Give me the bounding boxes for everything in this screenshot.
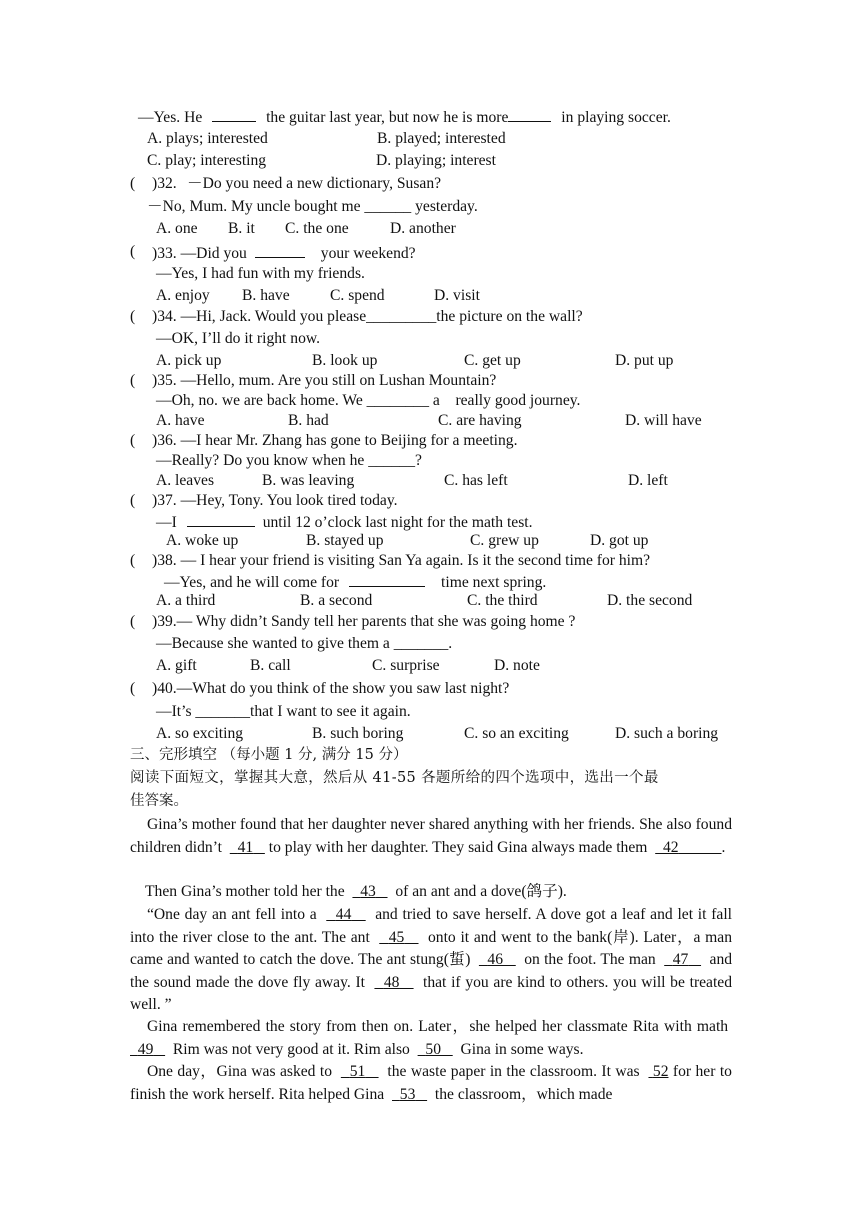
q31-option-b: B. played; interested <box>377 130 506 147</box>
q38-option-b: B. a second <box>300 592 373 609</box>
blank-47 <box>664 951 701 968</box>
q40-paren: ( <box>130 680 136 697</box>
q37-response <box>156 511 533 533</box>
q40-response: —It’s _______that I want to see it again. <box>156 703 411 720</box>
passage-text: of an ant and a dove(鸽子). <box>395 883 567 900</box>
blank-42 <box>655 839 721 856</box>
q32-option-c: C. the one <box>285 220 349 237</box>
blank-number: 48 <box>383 973 400 991</box>
q38-stem: )38. — I hear your friend is visiting San Ya again. Is it the second time for him? <box>152 552 651 569</box>
q35-paren: ( <box>130 372 136 389</box>
passage-text: that if you are kind to others. you will be treated well. ” <box>130 973 733 1014</box>
q35-stem: )35. —Hello, mum. Are you still on Lushan Mountain? <box>152 372 497 389</box>
q35-response-part: —Oh, no. we are back home. We ________ a <box>156 392 440 409</box>
q35-option-d: D. will have <box>625 412 702 429</box>
passage-text: the classroom，which made <box>434 1085 613 1103</box>
q31-option-a: A. plays; interested <box>147 130 268 147</box>
passage-text: Gina remembered the story from then on. Later，she helped her classmate Rita with math <box>147 1018 729 1035</box>
blank-number: 50 <box>425 1040 441 1058</box>
q35-option-c: C. are having <box>438 412 522 429</box>
section-instructions-line1: 阅读下面短文，掌握其大意，然后从 41-55 各题所给的四个选项中，选出一个最 <box>130 770 659 786</box>
blank-number: 44 <box>335 906 352 923</box>
q32-stem: －Do you need a new dictionary, Susan? <box>187 175 442 192</box>
q38-response-part: time next spring. <box>441 574 547 591</box>
q39-option-a: A. gift <box>156 657 197 674</box>
q36-option-a: A. leaves <box>156 472 215 489</box>
passage-paragraph-3 <box>130 904 732 1017</box>
q37-option-a: A. woke up <box>166 532 239 549</box>
q37-response-part: —I <box>156 514 177 531</box>
passage-text: “One day an ant fell into a <box>147 906 317 923</box>
q31-option-d: D. playing; interest <box>376 152 496 169</box>
q34-option-d: D. put up <box>615 352 674 369</box>
blank-number: 41 <box>237 838 254 856</box>
q39-option-b: B. call <box>250 657 291 674</box>
passage-text: onto it and went to the bank(岸). Later，a man came and wanted to catch the dove. The ant stung(蜇) <box>130 928 733 969</box>
passage-text: Then Gina’s mother told her the <box>145 883 345 900</box>
passage-text: Gina in some ways. <box>460 1040 584 1058</box>
passage-text: and tried to save herself. A dove got a leaf and let it fall into the river close to the ant. The ant <box>130 906 733 946</box>
answer-blank <box>349 571 425 587</box>
q32-option-a: A. one <box>156 220 198 237</box>
q32-option-d: D. another <box>390 220 456 237</box>
blank-number: 47 <box>672 951 689 969</box>
q36-response: —Really? Do you know when he ______? <box>156 452 422 469</box>
blank-53 <box>392 1086 427 1103</box>
blank-number: 53 <box>399 1085 416 1103</box>
q37-option-b: B. stayed up <box>306 532 384 549</box>
passage-text: to play with her daughter. They said Gina always made them <box>268 838 648 856</box>
q33-stem-part: your weekend? <box>320 245 416 262</box>
q31-option-c: C. play; interesting <box>147 152 267 169</box>
q33-option-d: D. visit <box>434 287 480 304</box>
passage-paragraph-1 <box>130 814 732 859</box>
q36-stem: )36. —I hear Mr. Zhang has gone to Beijing for a meeting. <box>152 432 518 449</box>
q39-paren: ( <box>130 613 136 630</box>
q33-response: —Yes, I had fun with my friends. <box>156 265 365 282</box>
q37-paren: ( <box>130 492 136 509</box>
q40-stem: )40.—What do you think of the show you saw last night? <box>152 680 510 697</box>
blank-51 <box>341 1063 379 1080</box>
q40-option-b: B. such boring <box>312 725 404 742</box>
passage-text: One day，Gina was asked to <box>147 1063 333 1080</box>
q38-paren: ( <box>130 552 136 569</box>
blank-45 <box>379 929 418 946</box>
q34-option-c: C. get up <box>464 352 521 369</box>
blank-number: 46 <box>487 951 503 969</box>
q31-stem-part: —Yes. He <box>138 109 203 126</box>
blank-48 <box>374 974 413 991</box>
blank-number: 42 <box>663 838 679 856</box>
q32-paren: ( <box>130 175 136 192</box>
q39-stem: )39.— Why didn’t Sandy tell her parents that she was going home ? <box>152 613 576 630</box>
q34-paren: ( <box>130 308 136 325</box>
blank-46 <box>479 951 516 968</box>
q37-response-part: until 12 o’clock last night for the math test. <box>262 514 533 531</box>
blank-43 <box>352 883 387 900</box>
q39-option-c: C. surprise <box>372 657 440 674</box>
q31-stem-part: the guitar last year, but now he is more <box>266 109 509 126</box>
q38-response-part: —Yes, and he will come for <box>164 574 340 591</box>
q36-option-c: C. has left <box>444 472 508 489</box>
q33-option-c: C. spend <box>330 287 385 304</box>
q38-response <box>164 571 546 593</box>
blank-number: 51 <box>349 1063 366 1080</box>
blank-52 <box>648 1063 668 1080</box>
answer-blank <box>508 106 551 122</box>
q33-option-a: A. enjoy <box>156 287 210 304</box>
blank-49 <box>130 1041 165 1058</box>
q35-option-a: A. have <box>156 412 205 429</box>
passage-text: for her to finish the work herself. Rita helped Gina <box>130 1063 732 1103</box>
section-instructions-line2: 佳答案。 <box>130 793 188 809</box>
q33-paren: ( <box>130 243 136 260</box>
q35-response <box>156 391 580 411</box>
answer-blank <box>187 511 255 527</box>
blank-number: 45 <box>388 928 405 946</box>
q32-option-b: B. it <box>228 220 255 237</box>
q34-option-b: B. look up <box>312 352 378 369</box>
q40-option-c: C. so an exciting <box>464 725 569 742</box>
q36-option-d: D. left <box>628 472 668 489</box>
q31-stem-part: in playing soccer. <box>561 109 671 126</box>
passage-text: the waste paper in the classroom. It was <box>387 1063 640 1080</box>
q36-option-b: B. was leaving <box>262 472 355 489</box>
q40-option-d: D. such a boring <box>615 725 719 742</box>
q31-stem <box>138 106 671 128</box>
passage-paragraph-2 <box>130 881 732 904</box>
q33-stem <box>152 242 416 264</box>
q39-option-d: D. note <box>494 657 540 674</box>
blank-number: 52 <box>652 1063 669 1080</box>
passage-text: on the foot. The man <box>524 951 656 969</box>
blank-44 <box>326 906 365 923</box>
q37-option-c: C. grew up <box>470 532 539 549</box>
blank-41 <box>230 839 265 856</box>
passage-text: Rim was not very good at it. Rim also <box>172 1040 410 1058</box>
q38-option-d: D. the second <box>607 592 693 609</box>
passage-paragraph-5 <box>130 1061 732 1106</box>
section-heading: 三、完形填空 （每小题 1 分, 满分 15 分） <box>130 747 408 763</box>
passage-text: and the sound made the dove fly away. It <box>130 951 733 991</box>
q33-option-b: B. have <box>242 287 290 304</box>
q32-response: －No, Mum. My uncle bought me ______ yesterday. <box>147 198 478 215</box>
q34-response: —OK, I’ll do it right now. <box>156 330 321 347</box>
passage-text: . <box>721 838 726 856</box>
q38-option-a: A. a third <box>156 592 216 609</box>
blank-number: 49 <box>137 1040 154 1058</box>
answer-blank <box>255 242 305 258</box>
q38-option-c: C. the third <box>467 592 538 609</box>
answer-blank <box>212 106 256 122</box>
q35-option-b: B. had <box>288 412 329 429</box>
q39-response: —Because she wanted to give them a _______. <box>156 635 453 652</box>
q37-stem: )37. —Hey, Tony. You look tired today. <box>152 492 398 509</box>
q34-stem: )34. —Hi, Jack. Would you please_________the picture on the wall? <box>152 308 583 325</box>
passage-text: Gina’s mother found that her daughter never shared anything with her friends. She also found children didn’t <box>130 816 732 856</box>
q33-stem-part: )33. —Did you <box>152 245 247 262</box>
q36-paren: ( <box>130 432 136 449</box>
q37-option-d: D. got up <box>590 532 649 549</box>
blank-50 <box>418 1041 453 1058</box>
q34-option-a: A. pick up <box>156 352 222 369</box>
q35-response-part: really good journey. <box>455 392 581 409</box>
passage-paragraph-4 <box>130 1016 732 1061</box>
q40-option-a: A. so exciting <box>156 725 244 742</box>
q32-number: )32. <box>152 175 177 192</box>
blank-number: 43 <box>360 883 376 900</box>
